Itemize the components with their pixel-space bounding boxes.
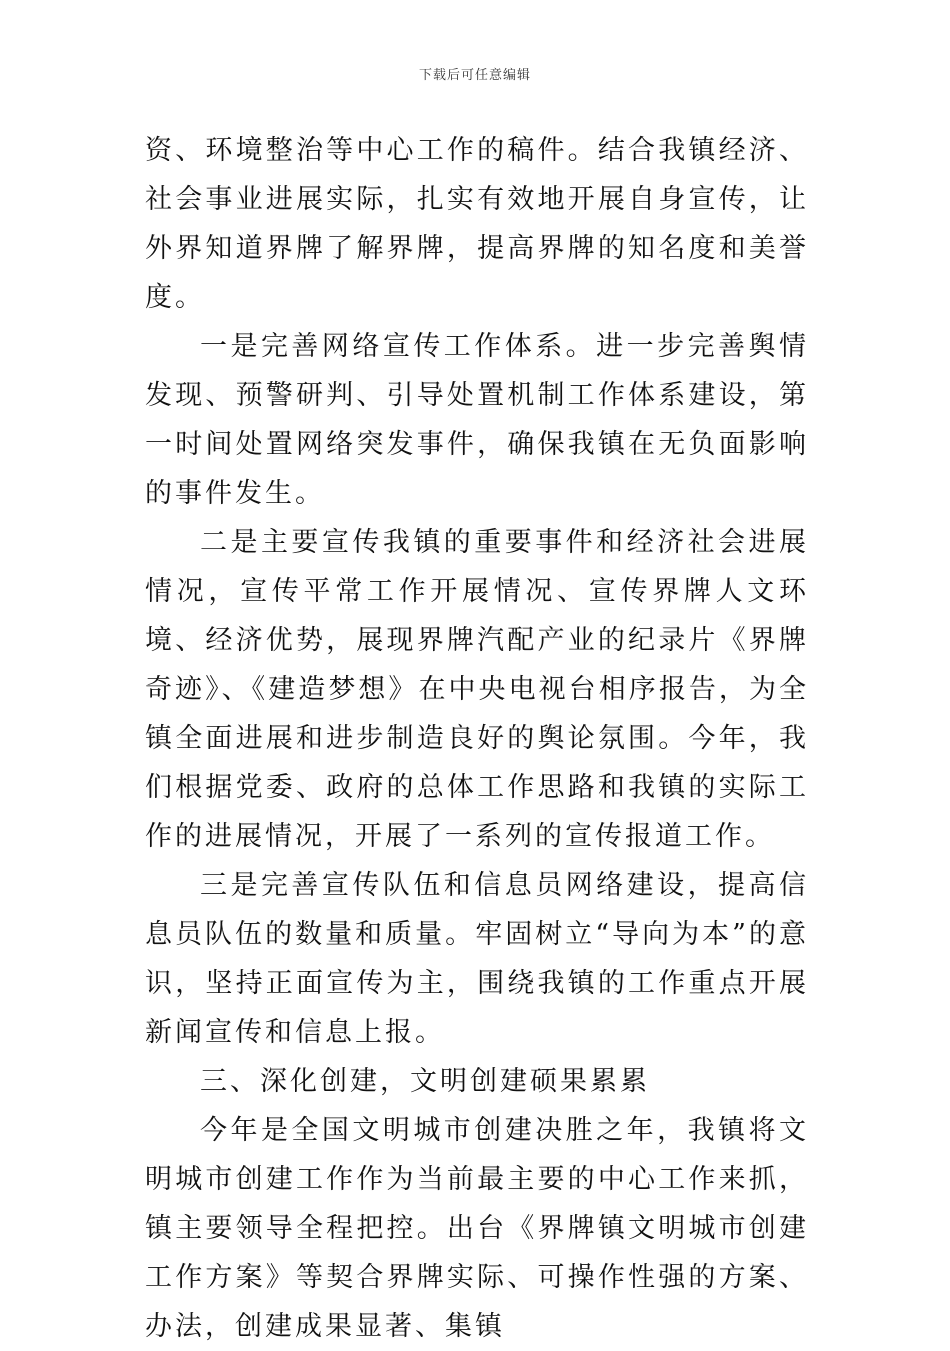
paragraph-major-events: 二是主要宣传我镇的重要事件和经济社会进展情况，宣传平常工作开展情况、宣传界牌人文环境、经济优势，展现界牌汽配产业的纪录片《界牌奇迹》、《建造梦想》在中央电视台相序报告，为全镇全面进展和进步制造良好的舆论氛围。今年，我们根据党委、政府的总体工作思路和我镇的实际工作的进展情况，开展了一系列的宣传报道工作。 xyxy=(145,527,809,852)
paragraph-civilization-city: 今年是全国文明城市创建决胜之年，我镇将文明城市创建工作作为当前最主要的中心工作来抓，镇主要领导全程把控。出台《界牌镇文明城市创建工作方案》等契合界牌实际、可操作性强的方案、办法，创建成果显著、集镇 xyxy=(145,1115,809,1342)
paragraph-continuation: 资、环境整治等中心工作的稿件。结合我镇经济、社会事业进展实际，扎实有效地开展自身宣传，让外界知道界牌了解界牌，提高界牌的知名度和美誉度。 xyxy=(145,135,809,313)
paragraph-team-building: 三是完善宣传队伍和信息员网络建设，提高信息员队伍的数量和质量。牢固树立“导向为本”的意识，坚持正面宣传为主，围绕我镇的工作重点开展新闻宣传和信息上报。 xyxy=(145,870,809,1048)
section-heading-civilization: 三、深化创建，文明创建硕果累累 xyxy=(200,1066,650,1097)
paragraph-network-system: 一是完善网络宣传工作体系。进一步完善舆情发现、预警研判、引导处置机制工作体系建设，第一时间处置网络突发事件，确保我镇在无负面影响的事件发生。 xyxy=(145,331,809,509)
header-note: 下载后可任意编辑 xyxy=(418,68,531,83)
document-body xyxy=(145,126,809,1351)
